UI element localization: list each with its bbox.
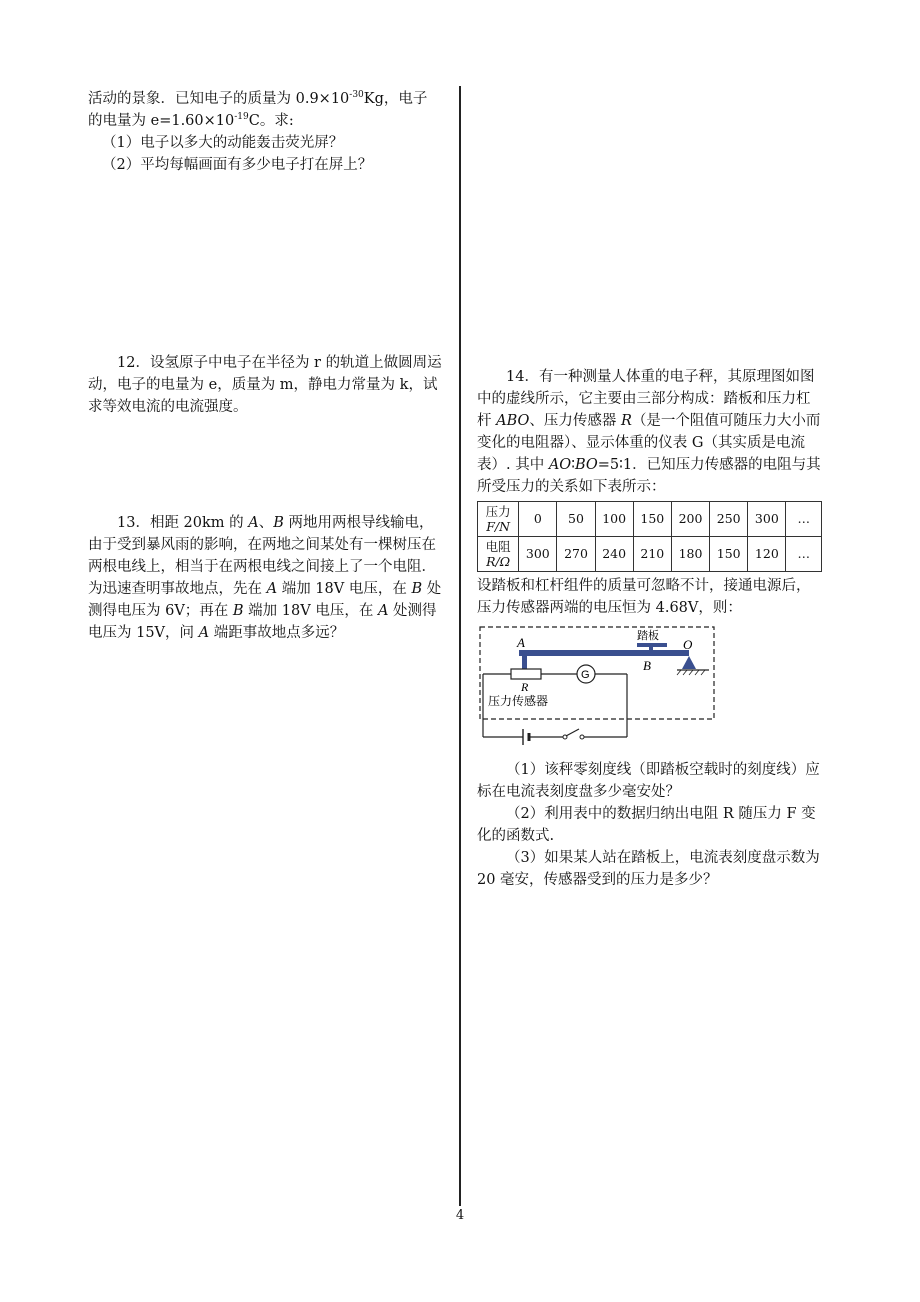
label-b: B (643, 658, 651, 673)
table-header-pressure: 压力 F/N (478, 502, 519, 537)
pressure-resistance-table (477, 501, 822, 572)
table-header-resistance: 电阻 R/Ω (478, 537, 519, 572)
table-cell: 150 (633, 502, 671, 537)
q11-intro: 活动的景象．已知电子的质量为 $0.9\times 10^{-30}Kg$，电子 的电量为 $e=1.60\times 10^{-19}C$。求: (88, 90, 428, 129)
label-o: O (683, 637, 693, 652)
question-13: 13．相距 20km 的 A、B 两地用两根导线输电，由于受到暴风雨的影响，在两地之间某处有一棵树压在两根电线上，相当于在两根电线之间接上了一个电阻．为迅速查明事故地点，先在 A 端加 18V 电压，在 B 处测得电压为 6V；再在 B 端加 18V 电压，在 A 处测得电压为 15V，问 A 端距事故地点多远？ (88, 515, 442, 641)
label-g: G (581, 669, 590, 681)
table-cell: 150 (710, 537, 748, 572)
ground-hatch (677, 670, 705, 675)
question-12: 12．设氢原子中电子在半径为 r 的轨道上做圆周运动，电子的电量为 e，质量为 m，静电力常量为 k，试求等效电流的电流强度。 (88, 355, 442, 415)
table-cell: 300 (748, 502, 786, 537)
label-r: R (521, 680, 529, 694)
table-cell: 270 (557, 537, 595, 572)
table-cell: 120 (748, 537, 786, 572)
q14-part-1: （1）该秤零刻度线（即踏板空载时的刻度线）应标在电流表刻度盘多少毫安处？ (477, 762, 820, 800)
post-a (522, 656, 527, 669)
label-pedal: 踏板 (637, 629, 659, 642)
table-cell: 250 (710, 502, 748, 537)
lever-bar (519, 650, 689, 656)
table-row-resistance (478, 537, 822, 572)
table-cell: 100 (595, 502, 633, 537)
table-row-pressure (478, 502, 822, 537)
scale-circuit-diagram (479, 625, 717, 755)
left-column (88, 88, 444, 644)
q11-part-1: （1）电子以多大的动能轰击荧光屏？ (102, 135, 344, 151)
table-cell: 0 (519, 502, 557, 537)
q11-part-2: （2）平均每幅画面有多少电子打在屏上？ (102, 157, 373, 173)
table-cell: 180 (671, 537, 709, 572)
after-table-text: 设踏板和杠杆组件的质量可忽略不计，接通电源后，压力传感器两端的电压恒为 4.68V，则： (477, 578, 811, 616)
column-divider (459, 86, 461, 1206)
pedal-stem (649, 646, 653, 651)
page-number: 4 (455, 1208, 465, 1223)
table-cell: 300 (519, 537, 557, 572)
table-cell: 240 (595, 537, 633, 572)
pivot-triangle (682, 656, 696, 669)
label-sensor: 压力传感器 (488, 694, 549, 708)
question-14: 14．有一种测量人体重的电子秤，其原理图如图中的虚线所示，它主要由三部分构成：踏板和压力杠杆 ABO、压力传感器 R（是一个阻值可随压力大小而变化的电阻器）、显示体重的仪表 G（其实质是电流表）. 其中 AO∶BO=5∶1．已知压力传感器的电阻与其所受压力的关系如下表所示： (477, 369, 821, 495)
switch-contact (580, 735, 584, 739)
table-cell: 50 (557, 502, 595, 537)
q14-part-3: （3）如果某人站在踏板上，电流表刻度盘示数为 20 毫安，传感器受到的压力是多少？ (477, 850, 820, 888)
table-cell: 200 (671, 502, 709, 537)
q14-part-2: （2）利用表中的数据归纳出电阻 R 随压力 F 变化的函数式. (477, 806, 816, 844)
table-cell: … (786, 537, 822, 572)
resistor-r (511, 669, 541, 679)
table-cell: 210 (633, 537, 671, 572)
label-a: A (517, 635, 525, 650)
right-column (477, 366, 822, 891)
switch-blade (566, 729, 579, 736)
table-cell: … (786, 502, 822, 537)
